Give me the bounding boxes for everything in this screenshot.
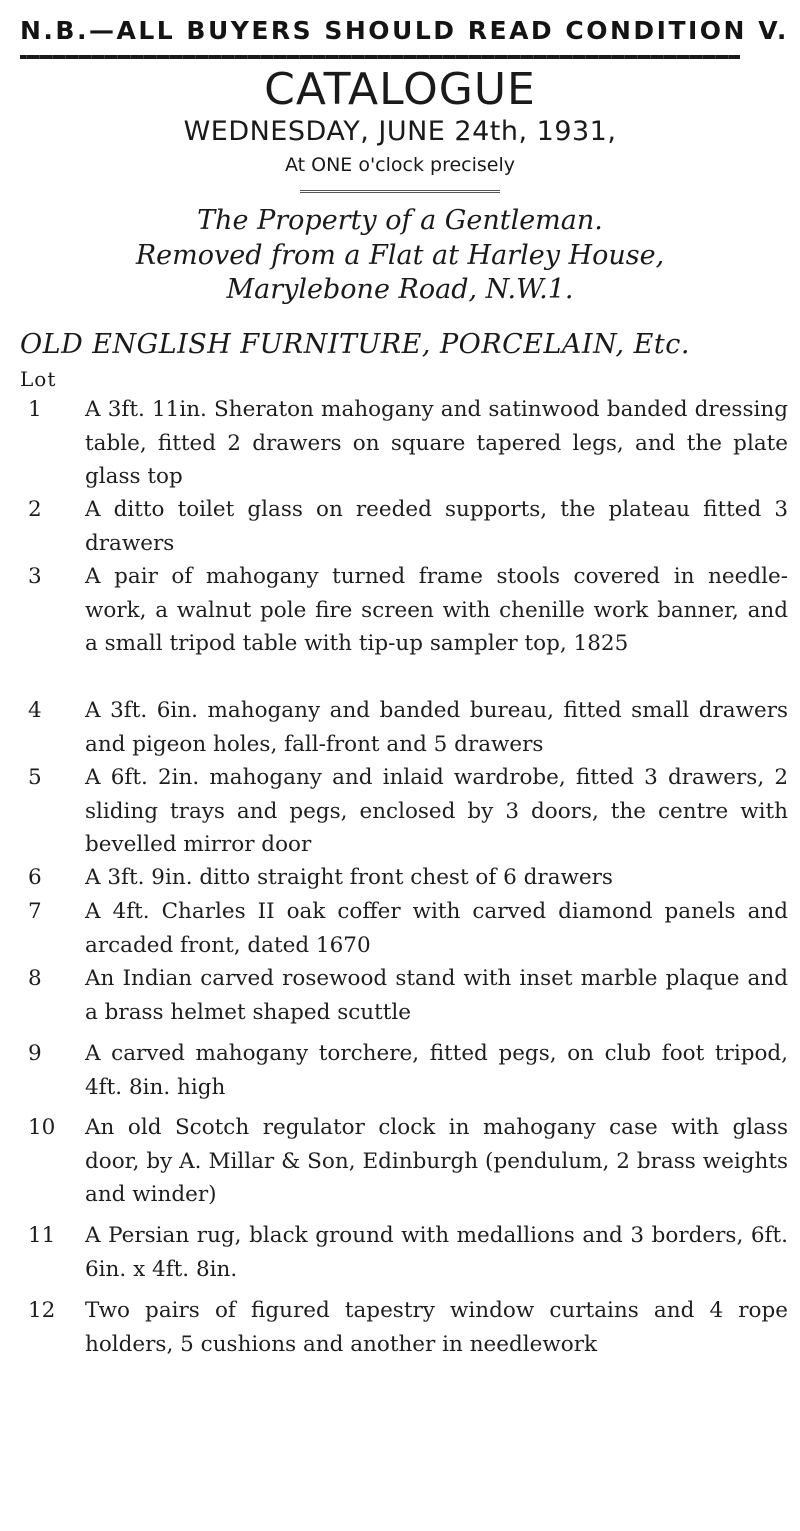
lot-entry [28,1294,788,1361]
divider [300,190,500,193]
lot-number: 12 [28,1298,56,1323]
sale-date: WEDNESDAY, JUNE 24th, 1931, [183,116,617,147]
catalogue-title: CATALOGUE [264,64,536,115]
lot-entry [28,1037,788,1104]
lot-entry [28,1219,788,1286]
lot-entry [28,895,788,962]
lot-entry [28,861,788,895]
lot-number: 6 [28,865,42,890]
lot-description: Two pairs of figured tapestry window curtains and 4 rope holders, 5 cushions and another in needlework [85,1298,788,1357]
lot-number: 7 [28,899,42,924]
lot-number: 2 [28,497,42,522]
lot-number: 10 [28,1115,56,1140]
lot-description: A 6ft. 2in. mahogany and inlaid wardrobe, fitted 3 drawers, 2 sliding trays and pegs, enclosed by 3 doors, the centre with bevelled mirror door [85,765,788,857]
lot-number: 9 [28,1041,42,1066]
lot-description: A Persian rug, black ground with medallions and 3 borders, 6ft. 6in. x 4ft. 8in. [85,1223,788,1282]
lot-entry [28,493,788,560]
lot-description: A 4ft. Charles II oak coffer with carved diamond panels and arcaded front, dated 1670 [85,899,788,958]
lot-description: A ditto toilet glass on reeded supports, the plateau fitted 3 drawers [85,497,788,556]
lot-description: A 3ft. 9in. ditto straight front chest of 6 drawers [85,865,613,890]
lot-entry [28,1111,788,1212]
lot-number: 5 [28,765,42,790]
lot-entry [28,761,788,862]
buyers-notice: N.B.—ALL BUYERS SHOULD READ CONDITION V. [20,16,789,45]
lot-number: 3 [28,564,42,589]
lot-description: An Indian carved rosewood stand with inset marble plaque and a brass helmet shaped scuttle [85,966,788,1025]
section-heading: OLD ENGLISH FURNITURE, PORCELAIN, Etc. [20,329,690,360]
lot-number: 11 [28,1223,56,1248]
provenance-line-2: Removed from a Flat at Harley House, [135,240,665,271]
provenance-line-3: Marylebone Road, N.W.1. [226,274,574,305]
lot-number: 1 [28,397,42,422]
lot-column-label: Lot [20,367,57,391]
lot-number: 4 [28,698,42,723]
lot-entry [28,560,788,661]
lot-description: A carved mahogany torchere, fitted pegs, on club foot tripod, 4ft. 8in. high [85,1041,788,1100]
lot-entry [28,962,788,1029]
lot-entry [28,694,788,761]
lot-description: A 3ft. 6in. mahogany and banded bureau, fitted small drawers and pigeon holes, fall-front and 5 drawers [85,698,788,757]
lot-description: A pair of mahogany turned frame stools covered in needle-work, a walnut pole fire screen with chenille work banner, and a small tripod table with tip-up sampler top, 1825 [85,564,788,656]
sale-time: At ONE o'clock precisely [284,154,516,176]
lot-description: An old Scotch regulator clock in mahogany case with glass door, by A. Millar & Son, Edinburgh (pendulum, 2 brass weights and winder) [85,1115,788,1207]
lot-entry [28,393,788,494]
lot-description: A 3ft. 11in. Sheraton mahogany and satinwood banded dressing table, fitted 2 drawers on square tapered legs, and the plate glass top [85,397,788,489]
notice-rule [20,55,740,59]
provenance-line-1: The Property of a Gentleman. [197,205,603,236]
lot-number: 8 [28,966,42,991]
